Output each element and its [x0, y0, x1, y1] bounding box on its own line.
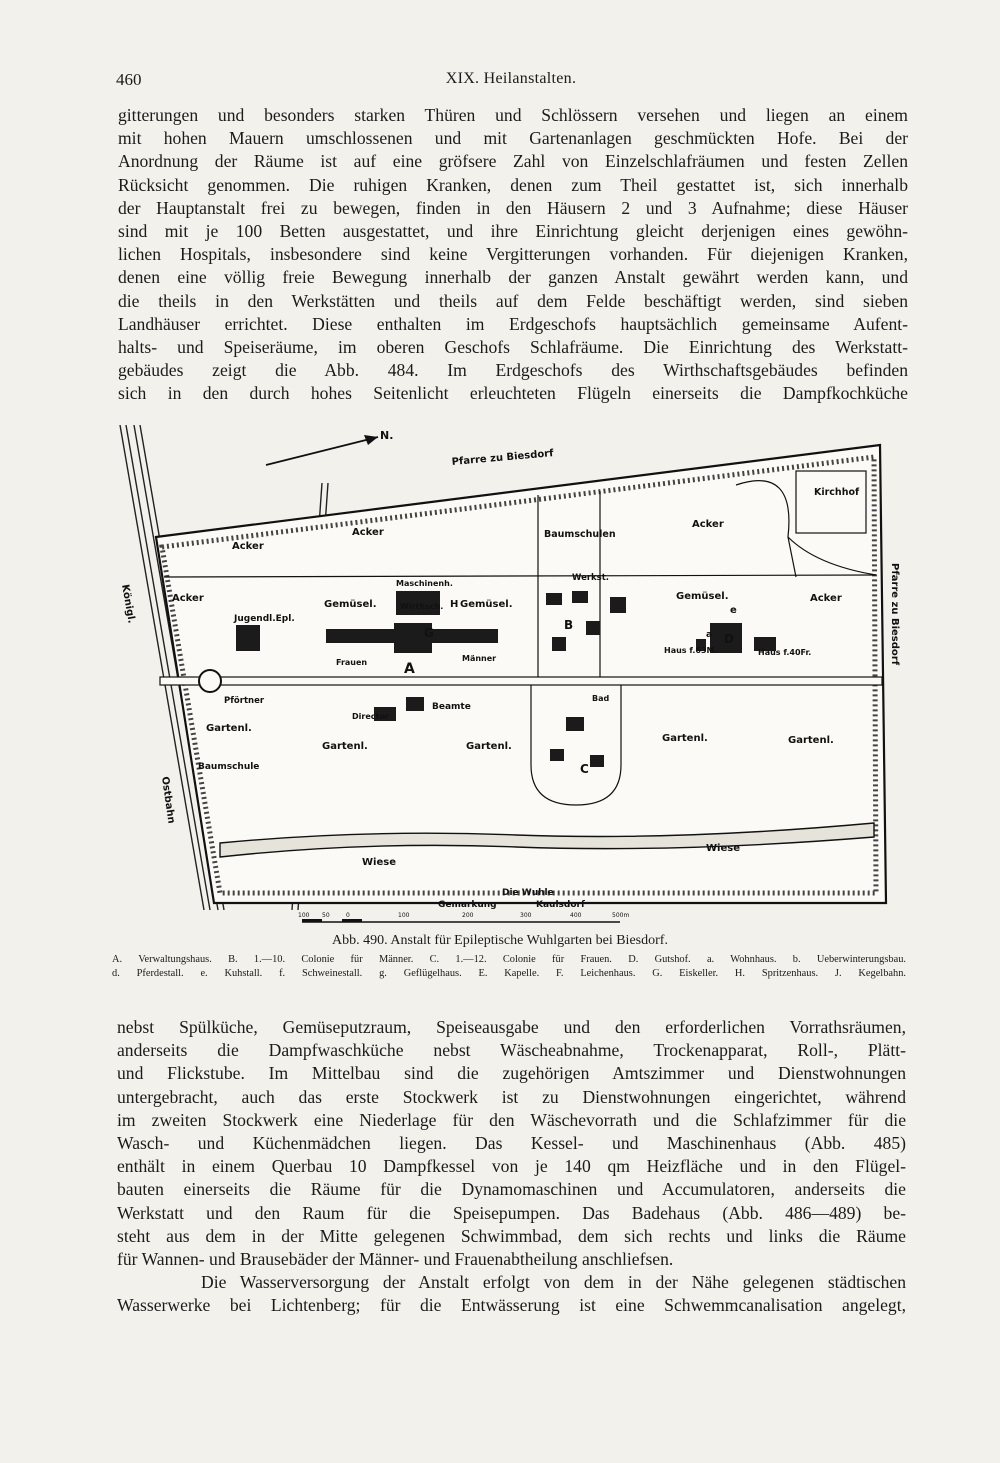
label-gemuesel-1: Gemüsel.	[324, 599, 377, 610]
text-line: Landhäuser errichtet. Diese enthalten im Erdgeschofs hauptsächlich gemeinsame Aufent-	[118, 313, 908, 334]
label-d: D	[724, 632, 734, 646]
text-line: und Flickstube. Im Mittelbau sind die zugehörigen Amtszimmer und Dienstwohnungen	[117, 1063, 906, 1084]
label-wuhle: Die Wuhle	[502, 888, 554, 898]
label-gartenl-3: Gartenl.	[466, 741, 512, 752]
text-line: Wasserwerke bei Lichtenberg; für die Entwässerung ist eine Schwemmcanalisation angelegt,	[117, 1295, 906, 1316]
text-line: bauten einerseits die Räume für die Dynamomaschinen und Accumulatoren, anderseits die	[117, 1179, 906, 1200]
label-wiese-right: Wiese	[706, 843, 740, 854]
label-baumschule: Baumschule	[198, 762, 260, 772]
text-line: enthält in einem Querbau 10 Dampfkessel von je 140 qm Heizfläche und in den Flügel-	[117, 1156, 906, 1177]
scale-tick: 200	[462, 912, 474, 919]
text-line: Die Wasserversorgung der Anstalt erfolgt von dem in der Nähe gelegenen städtischen	[201, 1272, 906, 1293]
label-gartenl-2: Gartenl.	[322, 741, 368, 752]
text-line: Rücksicht genommen. Die ruhigen Kranken, denen zum Theil gestattet ist, sich innerhalb	[118, 174, 908, 195]
label-werkst: Werkst.	[572, 573, 610, 583]
site-plan-map	[116, 425, 911, 925]
text-line: gitterungen und besonders starken Thüren und Schlössern versehen und liegen an einem	[118, 105, 908, 125]
text-line: lichen Hospitals, insbesondere sind keine Vergitterungen vorhanden. Für diejenigen Kranken,	[118, 244, 908, 265]
label-gartenl-1: Gartenl.	[206, 723, 252, 734]
label-ostbahn: Ostbahn	[159, 775, 177, 825]
legend-line: d. Pferdestall. e. Kuhstall. f. Schweinestall. g. Geflügelhaus. E. Kapelle. F. Leichenhaus. G. Eiskeller. H. Spritzenhaus. J. Kegelbahn.	[112, 967, 906, 979]
label-g: G	[424, 626, 434, 640]
label-b: B	[564, 618, 574, 632]
text-line: denen eine völlig freie Bewegung innerhalb der ganzen Anstalt gewährt werden kann, und	[118, 267, 908, 288]
label-maenner: Männer	[462, 654, 497, 663]
label-koenigl: Königl.	[119, 583, 137, 625]
text-line: halts- und Speiseräume, im oberen Geschofs Schlafräume. Die Einrichtung des Werkstatt-	[118, 336, 908, 357]
text-line: Wasch- und Küchenmädchen liegen. Das Kessel- und Maschinenhaus (Abb. 485)	[117, 1132, 906, 1153]
scale-tick: 400	[570, 912, 582, 919]
text-line: anderseits die Dampfwaschküche nebst Wäscheabnahme, Trockenapparat, Roll-, Plätt-	[117, 1040, 906, 1061]
label-kaulsdorf: Kaulsdorf	[536, 900, 585, 910]
label-wirthsch: Wirthsch.	[400, 602, 444, 611]
text-line: Anordnung der Räume ist auf eine gröfsere Zahl von Einzelschlafräumen und festen Zellen	[118, 151, 908, 172]
text-line: die theils in den Werkstätten und theils auf dem Felde beschäftigt werden, sind sieben	[118, 290, 908, 311]
text-line: gebäudes zeigt die Abb. 484. Im Erdgeschofs des Wirthschaftsgebäudes befinden	[118, 360, 908, 381]
label-gartenl-4: Gartenl.	[662, 733, 708, 744]
label-acker-left-top: Acker	[232, 541, 264, 552]
north-label: N.	[380, 429, 394, 442]
text-line: Werkstatt und den Raum für die Speisepumpen. Das Badehaus (Abb. 486—489) be-	[117, 1202, 906, 1223]
label-beamte: Beamte	[432, 702, 471, 712]
label-haus-40: Haus f.40Fr.	[758, 648, 812, 657]
label-gartenl-5: Gartenl.	[788, 735, 834, 746]
figure-caption: Abb. 490. Anstalt für Epileptische Wuhlgarten bei Biesdorf.	[332, 933, 668, 948]
main-road	[160, 677, 882, 685]
label-kirchhof: Kirchhof	[814, 487, 860, 498]
label-acker-far-right: Acker	[810, 593, 842, 604]
scale-tick: 100	[298, 912, 310, 919]
label-acker-far-left: Acker	[172, 593, 204, 604]
label-frauen: Frauen	[336, 658, 368, 667]
label-a-small: a	[706, 630, 713, 640]
scale-tick: 50	[322, 912, 330, 919]
body-text-top	[118, 104, 908, 405]
scale-tick: 100	[398, 912, 410, 919]
label-wiese-left: Wiese	[362, 857, 396, 868]
label-a: A	[404, 661, 415, 677]
label-haus-63: Haus f.63M.	[664, 646, 718, 655]
text-line: sich in den durch hohes Seitenlicht erleuchteten Flügeln einerseits die Dampfkochküche	[118, 383, 908, 404]
legend-line: A. Verwaltungshaus. B. 1.—10. Colonie für Männer. C. 1.—12. Colonie für Frauen. D. Gutshof. a. Wohnhaus. b. Ueberwinterungsbau.	[112, 954, 906, 965]
text-line: im zweiten Stockwerk eine Niederlage für den Wäschevorrath und die Schlafzimmer für die	[117, 1109, 906, 1130]
scale-tick: 300	[520, 912, 532, 919]
label-director: Director	[352, 712, 389, 721]
text-line: nebst Spülküche, Gemüseputzraum, Speiseausgabe und den erforderlichen Vorrathsräumen,	[117, 1017, 906, 1037]
label-gemarkung: Gemarkung	[438, 900, 497, 910]
text-line: steht aus dem in der Mitte gelegenen Schwimmbad, dem sich rechts und links die Räume	[117, 1225, 906, 1246]
label-pfoertner: Pförtner	[224, 696, 265, 706]
scale-tick: 0	[346, 912, 350, 919]
page-number: 460	[116, 70, 142, 89]
label-c: C	[580, 762, 589, 776]
label-acker-mid-top: Acker	[352, 527, 384, 538]
label-h: H	[450, 599, 459, 610]
label-bad: Bad	[592, 694, 610, 703]
page-header	[116, 70, 906, 94]
running-title: XIX. Heilanstalten.	[445, 70, 577, 87]
label-maschinenh: Maschinenh.	[396, 579, 453, 588]
label-baumschulen: Baumschulen	[544, 529, 616, 540]
north-arrow	[266, 429, 393, 465]
text-line: der Hauptanstalt frei zu bewegen, finden in den Häusern 2 und 3 Aufnahme; diese Häuser	[118, 197, 908, 218]
label-jugendl: Jugendl.Epl.	[234, 614, 295, 624]
label-pfarre-right: Pfarre zu Biesdorf	[889, 563, 900, 666]
figure-legend	[112, 953, 906, 980]
body-text-bottom	[117, 1016, 906, 1317]
text-line: untergebracht, auch das erste Stockwerk ist zu Dienstwohnungen eingerichtet, während	[117, 1086, 906, 1107]
label-e: e	[730, 605, 737, 616]
label-gemuesel-3: Gemüsel.	[676, 591, 729, 602]
label-gemuesel-2: Gemüsel.	[460, 599, 513, 610]
scale-tick: 500m	[612, 912, 630, 919]
text-line: sind mit je 100 Betten ausgestattet, und ihre Einrichtung gleicht derjenigen eines gewöhn-	[118, 220, 908, 241]
text-line: mit hohen Mauern umschlossenen und mit Gartenanlagen geschmückten Hofe. Bei der	[118, 128, 908, 149]
label-acker-right-top: Acker	[692, 519, 724, 530]
text-line: für Wannen- und Brausebäder der Männer- und Frauenabtheilung anschliefsen.	[117, 1248, 674, 1269]
roundabout	[199, 670, 221, 692]
site-plan-figure	[116, 425, 911, 925]
scale-bar	[298, 912, 629, 922]
label-pfarre-top: Pfarre zu Biesdorf	[451, 448, 554, 468]
